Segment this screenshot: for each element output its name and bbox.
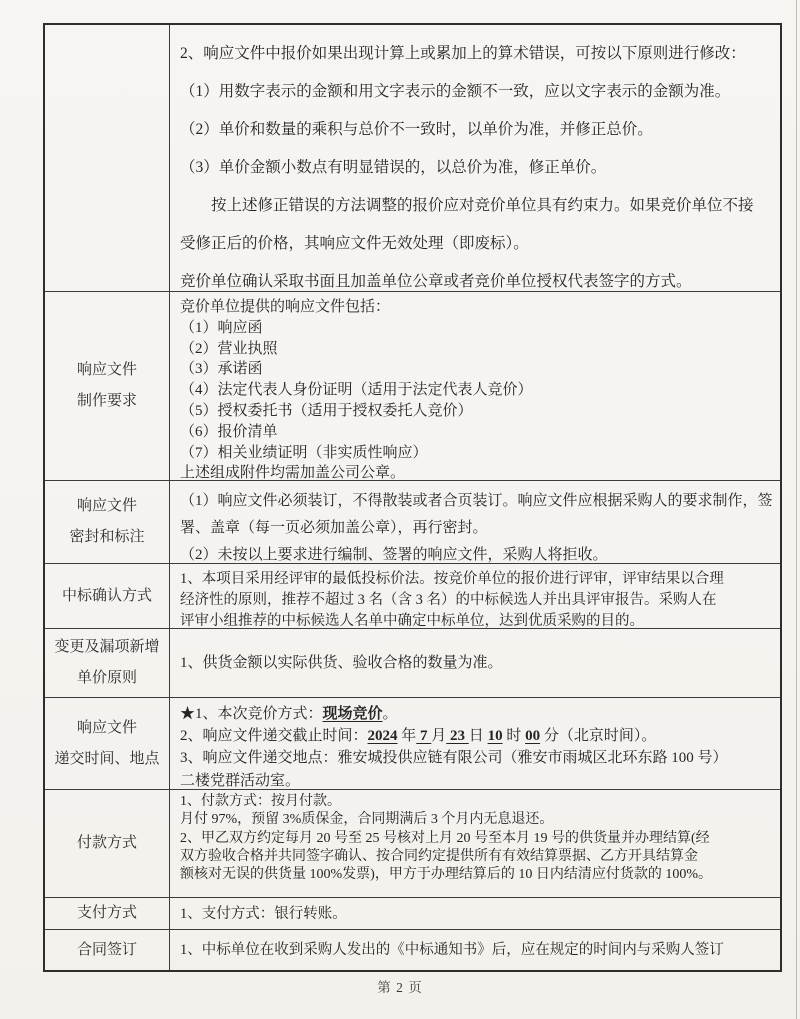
row-content-doc-sealing: [170, 481, 780, 563]
content-line: （1）用数字表示的金额和用文字表示的金额不一致，应以文字表示的金额为准。: [180, 83, 731, 100]
content-line: 评审小组推荐的中标候选人名单中确定中标单位，达到优质采购的目的。: [180, 613, 644, 628]
text-segment: 时: [502, 728, 526, 745]
text-segment: 月: [431, 728, 447, 745]
content-line: 2、甲乙双方约定每月 20 号至 25 号核对上月 20 号至本月 19 号的供货量并办理结算(经: [180, 830, 710, 846]
underlined-value: 23: [446, 728, 469, 745]
content-line: （2）营业执照: [180, 340, 278, 357]
page-number: 第 2 页: [377, 980, 423, 995]
row-label-line: 密封和标注: [69, 529, 145, 545]
text-segment: 。: [382, 706, 398, 722]
row-label-line: 付款方式: [76, 835, 137, 851]
row-content-price-correction: [170, 25, 780, 291]
content-line: 1、供货金额以实际供货、验收合格的数量为准。: [180, 655, 503, 671]
underlined-value: 10: [487, 728, 503, 745]
content-line: 月付 97%，预留 3%质保金，合同期满后 3 个月内无息退还。: [180, 812, 554, 828]
content-line: （1）响应函: [180, 319, 263, 336]
row-label-line: 制作要求: [76, 393, 137, 409]
row-label-line: 合同签订: [76, 941, 137, 958]
content-line: （3）单价金额小数点有明显错误的，以总价为准，修正单价。: [180, 159, 607, 176]
content-line: 2、响应文件中报价如果出现计算上或累加上的算术错误，可按以下原则进行修改：: [180, 45, 746, 62]
table-row-price-correction: [45, 25, 780, 292]
row-label-line: 响应文件: [76, 719, 137, 736]
row-content-change-principle: [170, 629, 780, 697]
content-line: 1、付款方式：按月付款。: [180, 794, 341, 809]
row-label-line: 响应文件: [76, 362, 137, 378]
content-line: 二楼党群活动室。: [180, 772, 301, 789]
underlined-value: 7: [416, 728, 432, 745]
row-content-payment-method: [170, 790, 780, 897]
content-line: 双方验收合格并共同签字确认、按合同约定提供所有有效结算票据、乙方开具结算金: [180, 848, 698, 864]
text-segment: 日: [468, 728, 488, 745]
row-label-doc-sealing: [45, 481, 170, 563]
text-segment: 2、响应文件递交截止时间：: [180, 728, 368, 745]
row-content-pay-way: [170, 898, 780, 929]
row-content-contract-signing: [170, 930, 780, 970]
content-line: 受修正后的价格，其响应文件无效处理（即废标）。: [180, 235, 529, 252]
content-line: （2）单价和数量的乘积与总价不一致时，以单价为准，并修正总价。: [180, 121, 653, 138]
row-label-submission-time-place: [45, 698, 170, 789]
row-label-award-confirmation: [45, 564, 170, 628]
table-row-doc-sealing: [45, 481, 780, 564]
scan-edge-line: [796, 0, 797, 1019]
row-label-change-principle: [45, 629, 170, 697]
content-line: （1）响应文件必须装订，不得散装或者合页装订。响应文件应根据采购人的要求制作，签署、盖章（每一页必须加盖公章），再行密封。: [180, 493, 773, 536]
content-line: 经济性的原则，推荐不超过 3 名（含 3 名）的中标候选人并出具评审报告。采购人在: [180, 592, 717, 608]
content-line: （2）未按以上要求进行编制、签署的响应文件，采购人将拒收。: [180, 547, 608, 563]
table-row-doc-preparation: [45, 292, 780, 481]
table-row-submission-time-place: [45, 698, 780, 790]
underlined-value: 00: [525, 728, 541, 745]
row-label-line: 递交时间、地点: [54, 750, 160, 767]
content-line: 竞价单位确认采取书面且加盖单位公章或者竞价单位授权代表签字的方式。: [180, 273, 692, 290]
row-label-contract-signing: [45, 930, 170, 970]
content-line: 额核对无误的供货量 100%发票)，甲方于办理结算后的 10 日内结清应付货款的 100%。: [180, 867, 712, 883]
text-segment: 年: [397, 728, 417, 745]
row-label-line: 响应文件: [76, 498, 137, 514]
table-row-contract-signing: [45, 930, 780, 970]
content-line: [180, 725, 774, 747]
content-line: （4）法定代表人身份证明（适用于法定代表人竞价）: [180, 382, 533, 399]
table-row-award-confirmation: [45, 564, 780, 629]
content-line: 3、响应文件递交地点：雅安城投供应链有限公司（雅安市雨城区北环东路 100 号）: [180, 750, 728, 767]
row-content-submission-time-place: [170, 698, 780, 789]
row-label-line: 变更及漏项新增: [54, 639, 160, 655]
row-label-line: 中标确认方式: [61, 587, 152, 604]
underlined-value: 2024: [367, 728, 398, 745]
row-label-line: 单价原则: [76, 670, 137, 686]
content-line: （7）相关业绩证明（非实质性响应）: [180, 444, 428, 461]
content-line: （5）授权委托书（适用于授权委托人竞价）: [180, 402, 473, 419]
content-line: 上述组成附件均需加盖公司公章。: [180, 465, 406, 480]
content-line: 竞价单位提供的响应文件包括：: [180, 299, 391, 315]
content-line: [180, 703, 774, 725]
content-line: 按上述修正错误的方法调整的报价应对竞价单位具有约束力。如果竞价单位不接: [180, 197, 754, 214]
table-row-change-principle: [45, 629, 780, 698]
content-line: 1、中标单位在收到采购人发出的《中标通知书》后，应在规定的时间内与采购人签订: [180, 942, 724, 958]
row-content-award-confirmation: [170, 564, 780, 628]
row-label-line: 支付方式: [76, 905, 137, 921]
table-row-pay-way: [45, 898, 780, 930]
content-line: （3）承诺函: [180, 361, 263, 378]
content-line: 1、支付方式：银行转账。: [180, 905, 347, 922]
text-segment: ★1、本次竞价方式：: [180, 706, 323, 722]
row-label-payment-method: [45, 790, 170, 897]
underlined-value: 现场竞价: [322, 706, 383, 722]
row-label-price-correction: [45, 25, 170, 291]
table-row-payment-method: [45, 790, 780, 898]
row-content-doc-preparation: [170, 292, 780, 480]
row-label-doc-preparation: [45, 292, 170, 480]
text-segment: 分（北京时间）。: [540, 728, 657, 745]
content-line: （6）报价清单: [180, 423, 278, 440]
row-label-pay-way: [45, 898, 170, 929]
spec-table: [43, 23, 782, 972]
content-line: 1、本项目采用经评审的最低投标价法。按竞价单位的报价进行评审，评审结果以合理: [180, 571, 724, 587]
